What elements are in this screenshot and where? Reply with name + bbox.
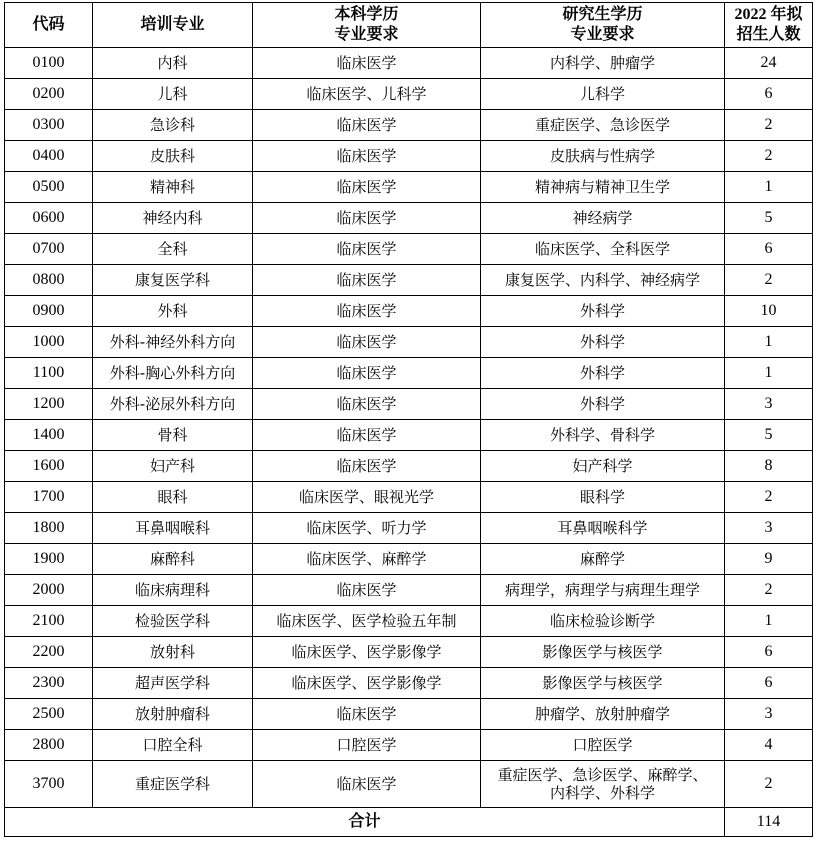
cell-code: 0900 <box>5 296 93 327</box>
cell-grad: 外科学 <box>481 327 725 358</box>
cell-code: 1800 <box>5 513 93 544</box>
cell-quota: 6 <box>725 637 813 668</box>
table-row <box>5 451 813 482</box>
cell-major: 临床病理科 <box>93 575 253 606</box>
cell-grad-line1: 重症医学、急诊医学、麻醉学、 <box>497 766 708 784</box>
table-row <box>5 699 813 730</box>
cell-grad: 口腔医学 <box>481 730 725 761</box>
cell-grad-line2: 内科学、外科学 <box>549 784 655 802</box>
table-row <box>5 141 813 172</box>
header-grad <box>481 3 725 48</box>
cell-code: 0200 <box>5 79 93 110</box>
header-row <box>5 3 813 48</box>
cell-grad: 病理学，病理学与病理生理学 <box>481 575 725 606</box>
cell-grad: 麻醉学 <box>481 544 725 575</box>
table-row <box>5 606 813 637</box>
cell-undergrad: 临床医学 <box>253 296 481 327</box>
table-row <box>5 513 813 544</box>
cell-major: 神经内科 <box>93 203 253 234</box>
total-row <box>5 808 813 837</box>
table-row <box>5 358 813 389</box>
cell-major: 全科 <box>93 234 253 265</box>
cell-major: 眼科 <box>93 482 253 513</box>
cell-grad: 精神病与精神卫生学 <box>481 172 725 203</box>
cell-grad: 耳鼻咽喉科学 <box>481 513 725 544</box>
cell-undergrad: 临床医学、麻醉学 <box>253 544 481 575</box>
table-row <box>5 668 813 699</box>
cell-major: 外科-胸心外科方向 <box>93 358 253 389</box>
cell-undergrad: 临床医学 <box>253 141 481 172</box>
cell-undergrad: 临床医学 <box>253 358 481 389</box>
cell-undergrad: 临床医学 <box>253 172 481 203</box>
cell-quota: 1 <box>725 172 813 203</box>
cell-undergrad: 临床医学、医学影像学 <box>253 637 481 668</box>
cell-code: 2000 <box>5 575 93 606</box>
table-row <box>5 79 813 110</box>
cell-undergrad: 临床医学 <box>253 110 481 141</box>
cell-quota: 3 <box>725 513 813 544</box>
cell-grad: 康复医学、内科学、神经病学 <box>481 265 725 296</box>
cell-grad: 外科学 <box>481 358 725 389</box>
cell-code: 1100 <box>5 358 93 389</box>
table-row <box>5 327 813 358</box>
cell-code: 0800 <box>5 265 93 296</box>
cell-quota: 6 <box>725 79 813 110</box>
cell-code: 0400 <box>5 141 93 172</box>
cell-quota: 2 <box>725 575 813 606</box>
cell-major: 放射肿瘤科 <box>93 699 253 730</box>
cell-code: 1600 <box>5 451 93 482</box>
cell-grad <box>481 761 725 808</box>
cell-major: 麻醉科 <box>93 544 253 575</box>
table-row <box>5 544 813 575</box>
table-row <box>5 234 813 265</box>
cell-undergrad: 临床医学 <box>253 389 481 420</box>
table-row <box>5 575 813 606</box>
cell-undergrad: 临床医学、儿科学 <box>253 79 481 110</box>
cell-undergrad: 临床医学 <box>253 234 481 265</box>
cell-grad: 影像医学与核医学 <box>481 668 725 699</box>
cell-grad: 外科学 <box>481 296 725 327</box>
cell-code: 0500 <box>5 172 93 203</box>
cell-undergrad: 临床医学 <box>253 575 481 606</box>
cell-code: 2100 <box>5 606 93 637</box>
cell-major: 妇产科 <box>93 451 253 482</box>
table-row <box>5 203 813 234</box>
cell-quota: 8 <box>725 451 813 482</box>
cell-code: 0300 <box>5 110 93 141</box>
total-value: 114 <box>725 808 813 837</box>
header-code: 代码 <box>5 3 93 48</box>
table-row <box>5 761 813 808</box>
cell-major: 急诊科 <box>93 110 253 141</box>
cell-grad: 神经病学 <box>481 203 725 234</box>
cell-major: 口腔全科 <box>93 730 253 761</box>
cell-quota: 10 <box>725 296 813 327</box>
cell-code: 2500 <box>5 699 93 730</box>
cell-code: 0600 <box>5 203 93 234</box>
header-quota-line2: 招生人数 <box>736 26 801 43</box>
cell-quota: 2 <box>725 141 813 172</box>
cell-quota: 24 <box>725 48 813 79</box>
cell-code: 1000 <box>5 327 93 358</box>
cell-quota: 5 <box>725 203 813 234</box>
cell-code: 2300 <box>5 668 93 699</box>
table-row <box>5 172 813 203</box>
cell-grad: 眼科学 <box>481 482 725 513</box>
header-undergrad-line2: 专业要求 <box>334 26 399 43</box>
cell-grad: 肿瘤学、放射肿瘤学 <box>481 699 725 730</box>
header-grad-line1: 研究生学历 <box>562 6 643 23</box>
cell-major: 外科-泌尿外科方向 <box>93 389 253 420</box>
cell-undergrad: 临床医学、医学影像学 <box>253 668 481 699</box>
cell-major: 重症医学科 <box>93 761 253 808</box>
cell-code: 1200 <box>5 389 93 420</box>
cell-grad: 临床检验诊断学 <box>481 606 725 637</box>
cell-code: 2200 <box>5 637 93 668</box>
table-row <box>5 482 813 513</box>
cell-major: 耳鼻咽喉科 <box>93 513 253 544</box>
header-quota-line1: 2022 年拟 <box>734 6 803 23</box>
cell-quota: 2 <box>725 110 813 141</box>
cell-quota: 2 <box>725 761 813 808</box>
cell-code: 3700 <box>5 761 93 808</box>
cell-grad: 妇产科学 <box>481 451 725 482</box>
cell-undergrad: 口腔医学 <box>253 730 481 761</box>
cell-quota: 6 <box>725 668 813 699</box>
header-quota <box>725 3 813 48</box>
cell-undergrad: 临床医学 <box>253 327 481 358</box>
cell-major: 儿科 <box>93 79 253 110</box>
cell-quota: 9 <box>725 544 813 575</box>
cell-undergrad: 临床医学 <box>253 451 481 482</box>
cell-quota: 2 <box>725 265 813 296</box>
cell-undergrad: 临床医学 <box>253 265 481 296</box>
cell-major: 外科-神经外科方向 <box>93 327 253 358</box>
cell-major: 放射科 <box>93 637 253 668</box>
cell-major: 骨科 <box>93 420 253 451</box>
cell-quota: 5 <box>725 420 813 451</box>
table-row <box>5 110 813 141</box>
header-grad-line2: 专业要求 <box>570 26 635 43</box>
table-row <box>5 296 813 327</box>
cell-quota: 1 <box>725 327 813 358</box>
cell-grad: 内科学、肿瘤学 <box>481 48 725 79</box>
cell-quota: 6 <box>725 234 813 265</box>
cell-major: 皮肤科 <box>93 141 253 172</box>
cell-undergrad: 临床医学 <box>253 203 481 234</box>
cell-quota: 1 <box>725 358 813 389</box>
cell-code: 0100 <box>5 48 93 79</box>
cell-quota: 4 <box>725 730 813 761</box>
header-undergrad-line1: 本科学历 <box>334 6 399 23</box>
cell-code: 1400 <box>5 420 93 451</box>
cell-undergrad: 临床医学、听力学 <box>253 513 481 544</box>
cell-code: 0700 <box>5 234 93 265</box>
cell-quota: 1 <box>725 606 813 637</box>
cell-undergrad: 临床医学、医学检验五年制 <box>253 606 481 637</box>
cell-grad: 重症医学、急诊医学 <box>481 110 725 141</box>
cell-major: 检验医学科 <box>93 606 253 637</box>
table-row <box>5 730 813 761</box>
table-row <box>5 420 813 451</box>
cell-major: 超声医学科 <box>93 668 253 699</box>
cell-undergrad: 临床医学 <box>253 48 481 79</box>
cell-undergrad: 临床医学 <box>253 761 481 808</box>
table-row <box>5 48 813 79</box>
cell-quota: 3 <box>725 699 813 730</box>
header-major: 培训专业 <box>93 3 253 48</box>
enrollment-table <box>4 2 813 837</box>
cell-code: 1700 <box>5 482 93 513</box>
cell-grad: 皮肤病与性病学 <box>481 141 725 172</box>
table-row <box>5 637 813 668</box>
cell-major: 精神科 <box>93 172 253 203</box>
cell-major: 内科 <box>93 48 253 79</box>
table-row <box>5 389 813 420</box>
cell-grad: 影像医学与核医学 <box>481 637 725 668</box>
cell-grad: 外科学、骨科学 <box>481 420 725 451</box>
cell-major: 外科 <box>93 296 253 327</box>
header-undergrad <box>253 3 481 48</box>
cell-undergrad: 临床医学、眼视光学 <box>253 482 481 513</box>
cell-grad: 外科学 <box>481 389 725 420</box>
cell-quota: 2 <box>725 482 813 513</box>
cell-undergrad: 临床医学 <box>253 420 481 451</box>
cell-grad: 儿科学 <box>481 79 725 110</box>
cell-undergrad: 临床医学 <box>253 699 481 730</box>
table-row <box>5 265 813 296</box>
cell-code: 1900 <box>5 544 93 575</box>
total-label: 合计 <box>5 808 725 837</box>
cell-quota: 3 <box>725 389 813 420</box>
cell-major: 康复医学科 <box>93 265 253 296</box>
cell-grad: 临床医学、全科医学 <box>481 234 725 265</box>
cell-code: 2800 <box>5 730 93 761</box>
